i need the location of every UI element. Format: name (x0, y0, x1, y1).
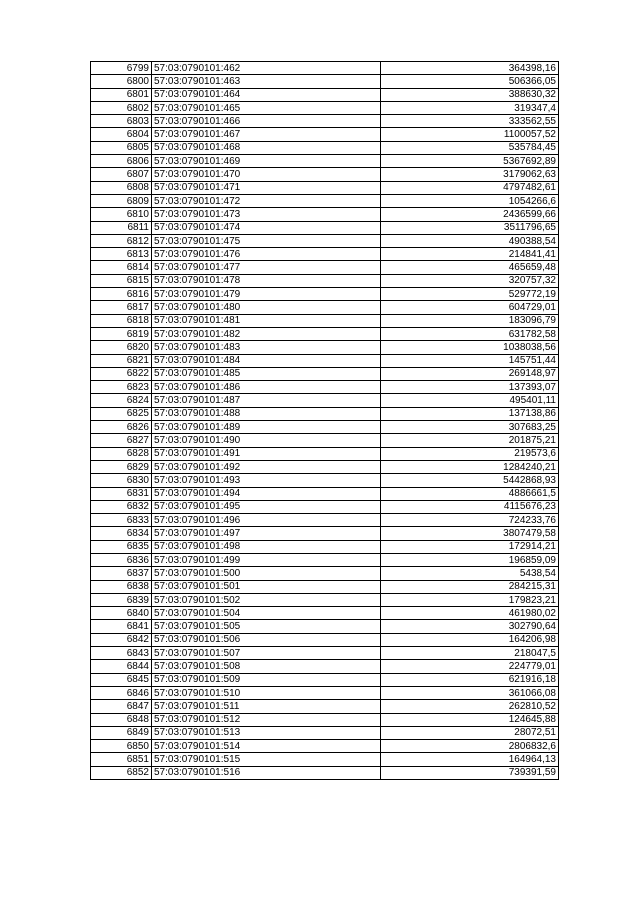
cadastral-number-cell: 57:03:0790101:493 (152, 474, 381, 487)
cadastral-number-cell: 57:03:0790101:476 (152, 248, 381, 261)
cadastral-value-cell: 137393,07 (381, 381, 559, 394)
cadastral-number-cell: 57:03:0790101:481 (152, 314, 381, 327)
table-row (91, 460, 559, 473)
cadastral-number-cell: 57:03:0790101:509 (152, 673, 381, 686)
table-row (91, 633, 559, 646)
row-number-cell: 6843 (91, 647, 152, 660)
table-row (91, 447, 559, 460)
table-row (91, 221, 559, 234)
table-row (91, 593, 559, 606)
row-number-cell: 6830 (91, 474, 152, 487)
table-row (91, 261, 559, 274)
cadastral-value-cell: 631782,58 (381, 327, 559, 340)
table-row (91, 155, 559, 168)
cadastral-value-cell: 364398,16 (381, 62, 559, 75)
table-row (91, 567, 559, 580)
cadastral-value-cell: 319347,4 (381, 101, 559, 114)
row-number-cell: 6846 (91, 686, 152, 699)
cadastral-value-cell: 164964,13 (381, 753, 559, 766)
cadastral-number-cell: 57:03:0790101:505 (152, 620, 381, 633)
cadastral-number-cell: 57:03:0790101:479 (152, 288, 381, 301)
table-row (91, 141, 559, 154)
cadastral-number-cell: 57:03:0790101:463 (152, 75, 381, 88)
row-number-cell: 6845 (91, 673, 152, 686)
table-row (91, 381, 559, 394)
table-row (91, 527, 559, 540)
cadastral-number-cell: 57:03:0790101:501 (152, 580, 381, 593)
table-row (91, 474, 559, 487)
table-row (91, 607, 559, 620)
table-row (91, 580, 559, 593)
table-row (91, 115, 559, 128)
row-number-cell: 6833 (91, 514, 152, 527)
cadastral-value-cell: 269148,97 (381, 367, 559, 380)
table-row (91, 367, 559, 380)
table-row (91, 181, 559, 194)
table-row (91, 234, 559, 247)
cadastral-value-cell: 1100057,52 (381, 128, 559, 141)
cadastral-number-cell: 57:03:0790101:472 (152, 194, 381, 207)
cadastral-value-cell: 1038038,56 (381, 341, 559, 354)
cadastral-value-cell: 137138,86 (381, 407, 559, 420)
cadastral-number-cell: 57:03:0790101:494 (152, 487, 381, 500)
table-row (91, 647, 559, 660)
table-row (91, 248, 559, 261)
cadastral-value-cell: 4886661,5 (381, 487, 559, 500)
cadastral-value-cell: 214841,41 (381, 248, 559, 261)
cadastral-value-cell: 201875,21 (381, 434, 559, 447)
cadastral-number-cell: 57:03:0790101:492 (152, 460, 381, 473)
table-row (91, 194, 559, 207)
cadastral-value-cell: 4797482,61 (381, 181, 559, 194)
cadastral-value-cell: 145751,44 (381, 354, 559, 367)
cadastral-number-cell: 57:03:0790101:495 (152, 500, 381, 513)
cadastral-number-cell: 57:03:0790101:487 (152, 394, 381, 407)
row-number-cell: 6823 (91, 381, 152, 394)
cadastral-value-cell: 196859,09 (381, 553, 559, 566)
cadastral-number-cell: 57:03:0790101:511 (152, 700, 381, 713)
cadastral-number-cell: 57:03:0790101:465 (152, 101, 381, 114)
row-number-cell: 6840 (91, 607, 152, 620)
cadastral-number-cell: 57:03:0790101:484 (152, 354, 381, 367)
cadastral-number-cell: 57:03:0790101:489 (152, 421, 381, 434)
cadastral-value-cell: 183096,79 (381, 314, 559, 327)
cadastral-number-cell: 57:03:0790101:471 (152, 181, 381, 194)
cadastral-value-cell: 535784,45 (381, 141, 559, 154)
table-row (91, 740, 559, 753)
table-row (91, 434, 559, 447)
cadastral-number-cell: 57:03:0790101:516 (152, 766, 381, 779)
row-number-cell: 6829 (91, 460, 152, 473)
cadastral-value-cell: 506366,05 (381, 75, 559, 88)
table-row (91, 753, 559, 766)
cadastral-number-cell: 57:03:0790101:507 (152, 647, 381, 660)
cadastral-value-cell: 124645,88 (381, 713, 559, 726)
row-number-cell: 6831 (91, 487, 152, 500)
cadastral-number-cell: 57:03:0790101:486 (152, 381, 381, 394)
row-number-cell: 6835 (91, 540, 152, 553)
table-row (91, 407, 559, 420)
row-number-cell: 6815 (91, 274, 152, 287)
cadastral-number-cell: 57:03:0790101:500 (152, 567, 381, 580)
table-row (91, 686, 559, 699)
cadastral-number-cell: 57:03:0790101:468 (152, 141, 381, 154)
cadastral-value-cell: 1284240,21 (381, 460, 559, 473)
row-number-cell: 6852 (91, 766, 152, 779)
row-number-cell: 6832 (91, 500, 152, 513)
cadastral-value-cell: 179823,21 (381, 593, 559, 606)
row-number-cell: 6818 (91, 314, 152, 327)
cadastral-number-cell: 57:03:0790101:496 (152, 514, 381, 527)
row-number-cell: 6828 (91, 447, 152, 460)
cadastral-number-cell: 57:03:0790101:474 (152, 221, 381, 234)
table-row (91, 660, 559, 673)
row-number-cell: 6817 (91, 301, 152, 314)
cadastral-value-cell: 724233,76 (381, 514, 559, 527)
row-number-cell: 6839 (91, 593, 152, 606)
cadastral-value-cell: 2436599,66 (381, 208, 559, 221)
table-row (91, 128, 559, 141)
row-number-cell: 6816 (91, 288, 152, 301)
cadastral-value-cell: 307683,25 (381, 421, 559, 434)
cadastral-number-cell: 57:03:0790101:513 (152, 726, 381, 739)
row-number-cell: 6822 (91, 367, 152, 380)
row-number-cell: 6809 (91, 194, 152, 207)
cadastral-value-cell: 461980,02 (381, 607, 559, 620)
cadastral-number-cell: 57:03:0790101:469 (152, 155, 381, 168)
cadastral-value-cell: 333562,55 (381, 115, 559, 128)
cadastral-number-cell: 57:03:0790101:508 (152, 660, 381, 673)
cadastral-value-table (90, 61, 559, 780)
cadastral-value-cell: 219573,6 (381, 447, 559, 460)
table-row (91, 101, 559, 114)
table-row (91, 421, 559, 434)
table-row (91, 620, 559, 633)
cadastral-number-cell: 57:03:0790101:462 (152, 62, 381, 75)
cadastral-value-cell: 529772,19 (381, 288, 559, 301)
row-number-cell: 6826 (91, 421, 152, 434)
table-row (91, 168, 559, 181)
cadastral-number-cell: 57:03:0790101:497 (152, 527, 381, 540)
row-number-cell: 6813 (91, 248, 152, 261)
table-row (91, 301, 559, 314)
row-number-cell: 6800 (91, 75, 152, 88)
row-number-cell: 6812 (91, 234, 152, 247)
table-row (91, 700, 559, 713)
table-row (91, 713, 559, 726)
row-number-cell: 6834 (91, 527, 152, 540)
table-row (91, 75, 559, 88)
cadastral-number-cell: 57:03:0790101:467 (152, 128, 381, 141)
table-row (91, 673, 559, 686)
table-row (91, 288, 559, 301)
cadastral-value-cell: 284215,31 (381, 580, 559, 593)
table-row (91, 208, 559, 221)
cadastral-number-cell: 57:03:0790101:478 (152, 274, 381, 287)
cadastral-value-cell: 5367692,89 (381, 155, 559, 168)
row-number-cell: 6836 (91, 553, 152, 566)
table-row (91, 487, 559, 500)
table-row (91, 394, 559, 407)
cadastral-value-cell: 5438,54 (381, 567, 559, 580)
table-row (91, 500, 559, 513)
table-row (91, 540, 559, 553)
cadastral-number-cell: 57:03:0790101:488 (152, 407, 381, 420)
row-number-cell: 6850 (91, 740, 152, 753)
cadastral-value-cell: 262810,52 (381, 700, 559, 713)
row-number-cell: 6842 (91, 633, 152, 646)
cadastral-number-cell: 57:03:0790101:464 (152, 88, 381, 101)
cadastral-value-cell: 3807479,58 (381, 527, 559, 540)
table-body (91, 62, 559, 780)
cadastral-value-cell: 5442868,93 (381, 474, 559, 487)
cadastral-value-cell: 1054266,6 (381, 194, 559, 207)
row-number-cell: 6841 (91, 620, 152, 633)
row-number-cell: 6837 (91, 567, 152, 580)
table-row (91, 314, 559, 327)
cadastral-number-cell: 57:03:0790101:490 (152, 434, 381, 447)
cadastral-value-cell: 224779,01 (381, 660, 559, 673)
table-row (91, 274, 559, 287)
cadastral-number-cell: 57:03:0790101:485 (152, 367, 381, 380)
cadastral-number-cell: 57:03:0790101:498 (152, 540, 381, 553)
cadastral-number-cell: 57:03:0790101:477 (152, 261, 381, 274)
cadastral-number-cell: 57:03:0790101:510 (152, 686, 381, 699)
row-number-cell: 6820 (91, 341, 152, 354)
row-number-cell: 6799 (91, 62, 152, 75)
cadastral-number-cell: 57:03:0790101:499 (152, 553, 381, 566)
row-number-cell: 6838 (91, 580, 152, 593)
row-number-cell: 6804 (91, 128, 152, 141)
row-number-cell: 6803 (91, 115, 152, 128)
table-row (91, 766, 559, 779)
cadastral-number-cell: 57:03:0790101:473 (152, 208, 381, 221)
cadastral-number-cell: 57:03:0790101:483 (152, 341, 381, 354)
row-number-cell: 6849 (91, 726, 152, 739)
table-row (91, 726, 559, 739)
row-number-cell: 6825 (91, 407, 152, 420)
cadastral-value-cell: 164206,98 (381, 633, 559, 646)
cadastral-value-cell: 465659,48 (381, 261, 559, 274)
cadastral-value-cell: 388630,32 (381, 88, 559, 101)
cadastral-number-cell: 57:03:0790101:491 (152, 447, 381, 460)
cadastral-value-cell: 302790,64 (381, 620, 559, 633)
cadastral-value-cell: 361066,08 (381, 686, 559, 699)
cadastral-number-cell: 57:03:0790101:504 (152, 607, 381, 620)
row-number-cell: 6806 (91, 155, 152, 168)
row-number-cell: 6844 (91, 660, 152, 673)
row-number-cell: 6802 (91, 101, 152, 114)
row-number-cell: 6827 (91, 434, 152, 447)
row-number-cell: 6808 (91, 181, 152, 194)
cadastral-value-cell: 172914,21 (381, 540, 559, 553)
cadastral-value-cell: 2806832,6 (381, 740, 559, 753)
cadastral-value-cell: 3511796,65 (381, 221, 559, 234)
table-row (91, 553, 559, 566)
cadastral-value-cell: 3179062,63 (381, 168, 559, 181)
cadastral-value-cell: 4115676,23 (381, 500, 559, 513)
cadastral-value-cell: 739391,59 (381, 766, 559, 779)
cadastral-number-cell: 57:03:0790101:470 (152, 168, 381, 181)
row-number-cell: 6821 (91, 354, 152, 367)
row-number-cell: 6851 (91, 753, 152, 766)
table-row (91, 514, 559, 527)
row-number-cell: 6811 (91, 221, 152, 234)
cadastral-number-cell: 57:03:0790101:514 (152, 740, 381, 753)
row-number-cell: 6805 (91, 141, 152, 154)
cadastral-value-cell: 604729,01 (381, 301, 559, 314)
row-number-cell: 6810 (91, 208, 152, 221)
row-number-cell: 6819 (91, 327, 152, 340)
row-number-cell: 6824 (91, 394, 152, 407)
table-row (91, 354, 559, 367)
cadastral-value-cell: 218047,5 (381, 647, 559, 660)
cadastral-number-cell: 57:03:0790101:506 (152, 633, 381, 646)
cadastral-number-cell: 57:03:0790101:466 (152, 115, 381, 128)
cadastral-number-cell: 57:03:0790101:475 (152, 234, 381, 247)
cadastral-value-cell: 320757,32 (381, 274, 559, 287)
cadastral-value-cell: 495401,11 (381, 394, 559, 407)
cadastral-value-cell: 621916,18 (381, 673, 559, 686)
row-number-cell: 6847 (91, 700, 152, 713)
row-number-cell: 6807 (91, 168, 152, 181)
table-row (91, 341, 559, 354)
row-number-cell: 6848 (91, 713, 152, 726)
cadastral-number-cell: 57:03:0790101:482 (152, 327, 381, 340)
cadastral-number-cell: 57:03:0790101:502 (152, 593, 381, 606)
cadastral-number-cell: 57:03:0790101:512 (152, 713, 381, 726)
cadastral-value-cell: 28072,51 (381, 726, 559, 739)
cadastral-number-cell: 57:03:0790101:480 (152, 301, 381, 314)
table-row (91, 62, 559, 75)
row-number-cell: 6814 (91, 261, 152, 274)
table-row (91, 327, 559, 340)
row-number-cell: 6801 (91, 88, 152, 101)
cadastral-number-cell: 57:03:0790101:515 (152, 753, 381, 766)
table-row (91, 88, 559, 101)
cadastral-value-cell: 490388,54 (381, 234, 559, 247)
